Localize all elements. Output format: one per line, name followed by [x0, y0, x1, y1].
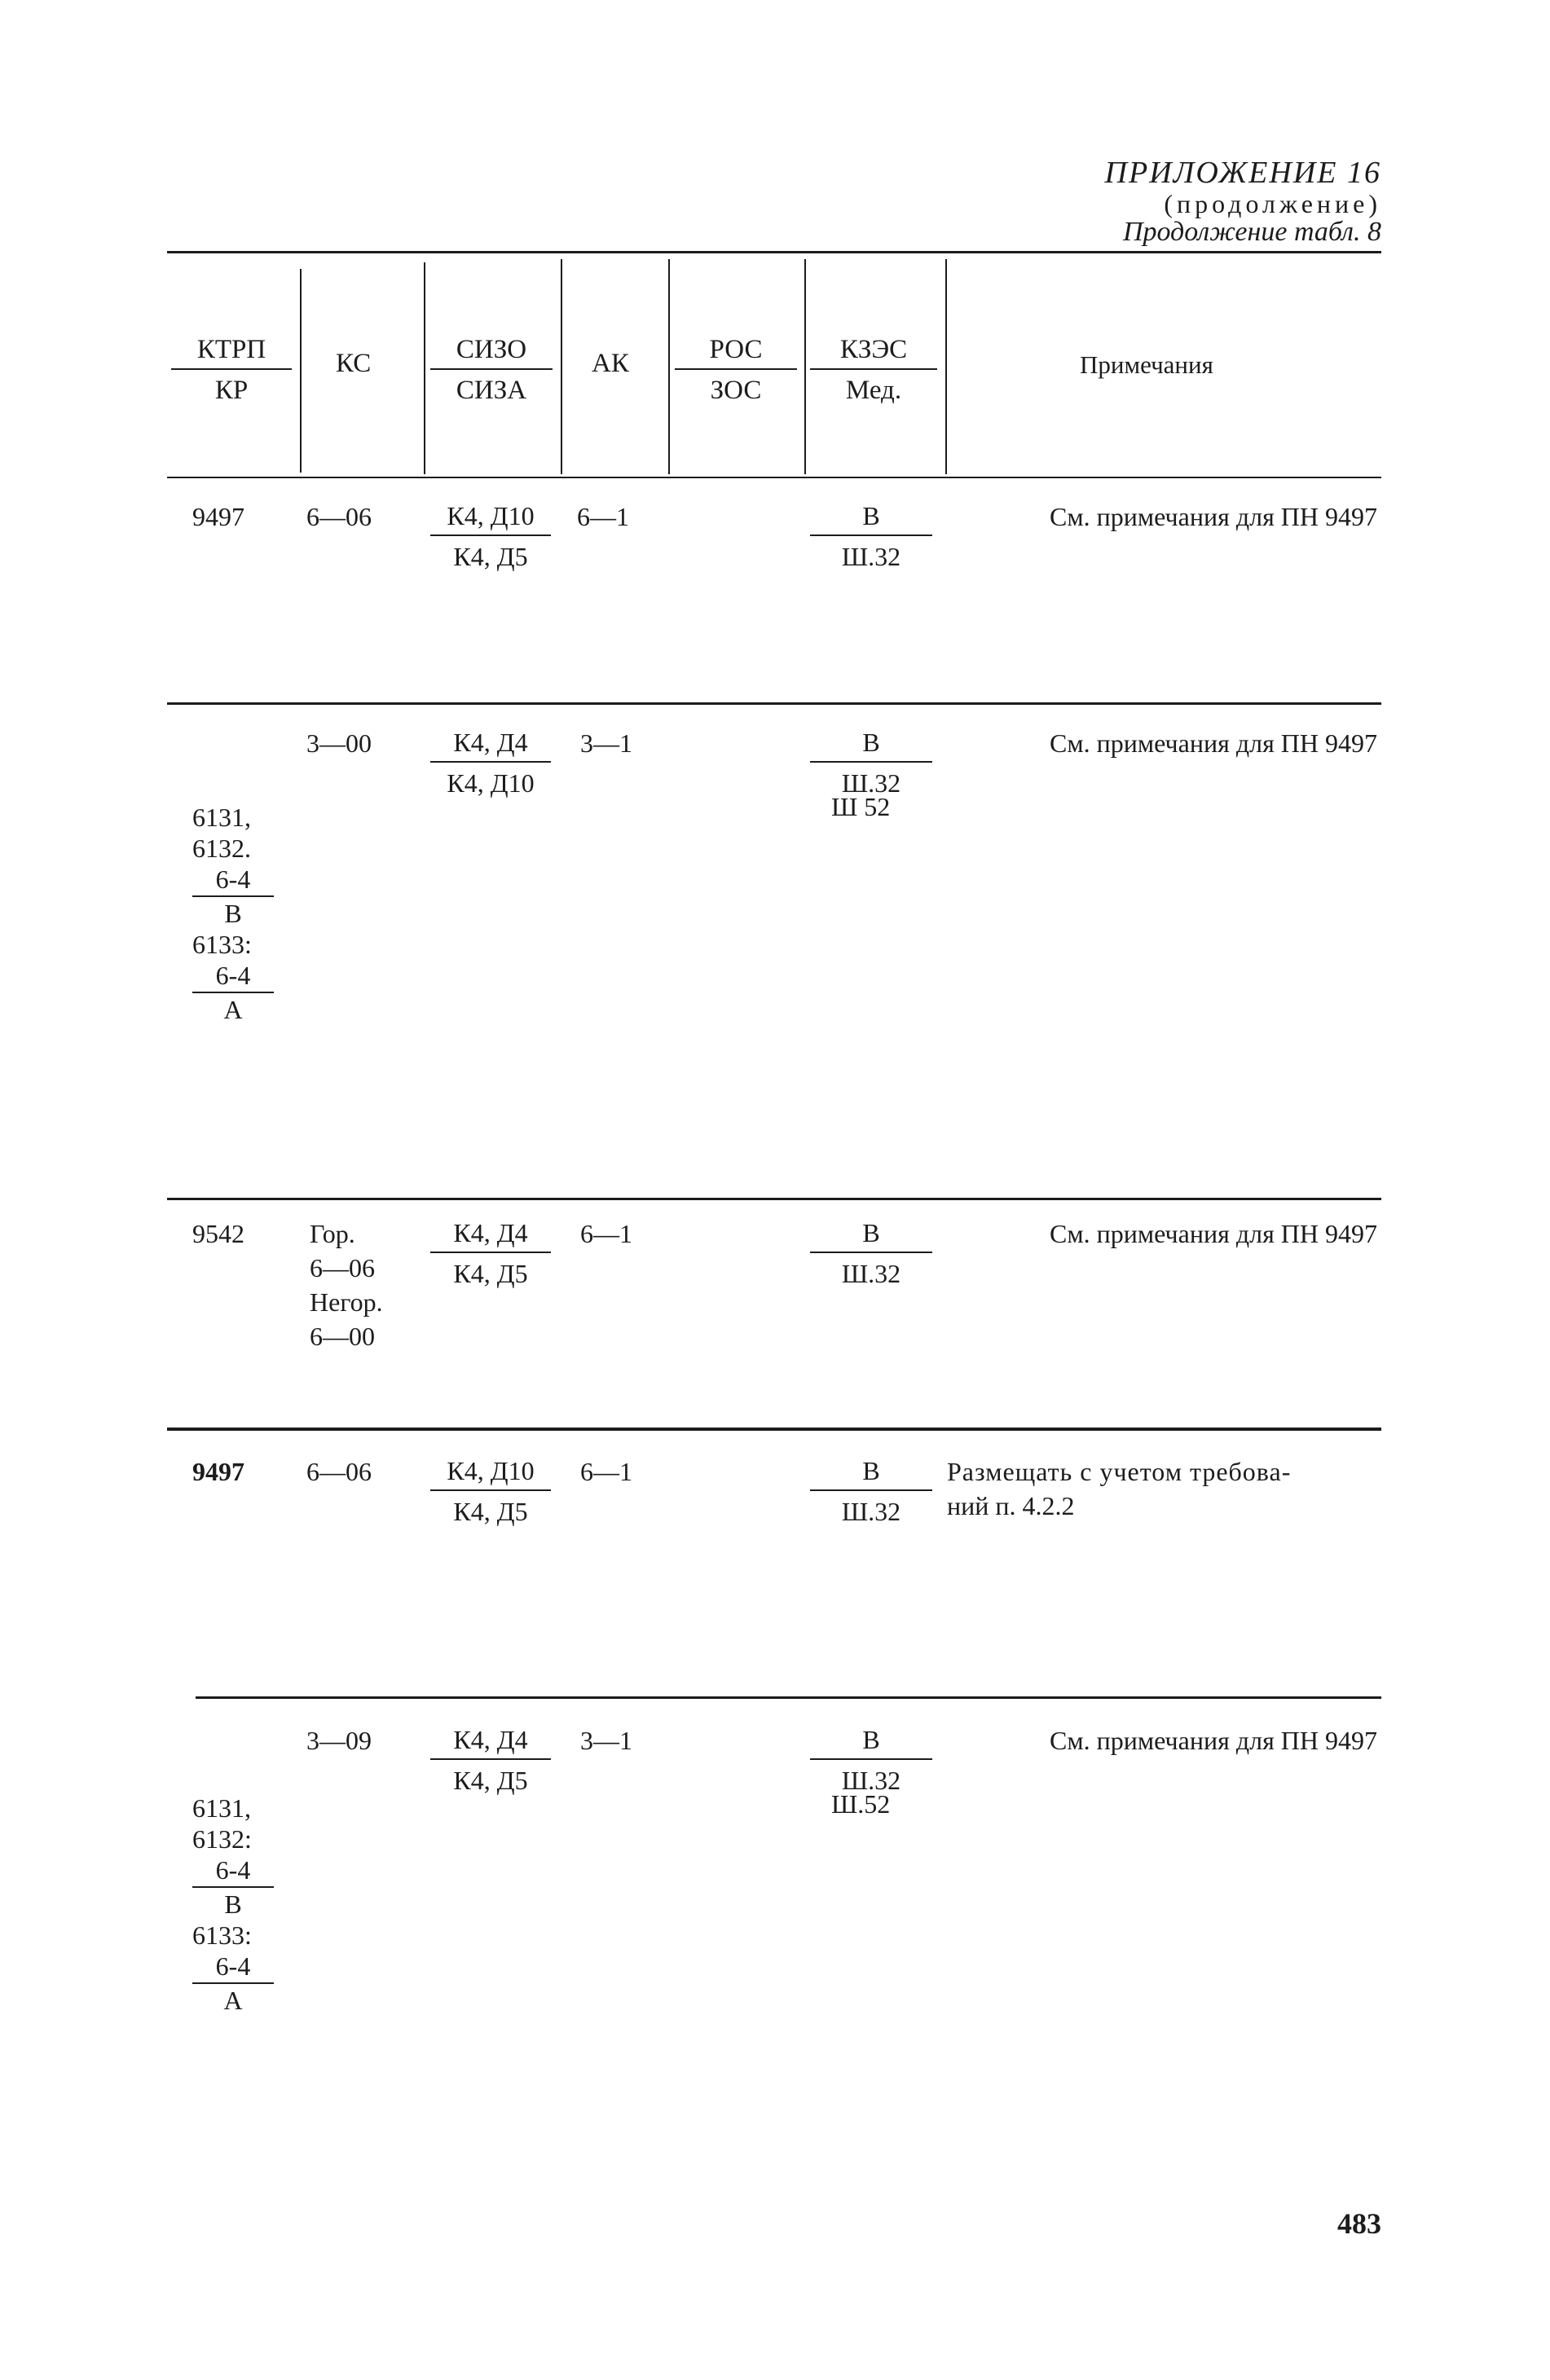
header-divider: [424, 262, 425, 474]
header-kzes: КЗЭС: [839, 335, 908, 364]
row5-sizo: К4, Д4: [453, 1725, 528, 1754]
row-separator: [167, 1198, 1381, 1200]
row4-ks: 6—06: [306, 1457, 372, 1486]
fraction-bar: [430, 761, 551, 763]
row4-note-line1: Размещать с учетом требова-: [947, 1457, 1292, 1486]
row3-ak: 6—1: [580, 1219, 632, 1248]
row5-kr-frac1-den: В: [224, 1889, 242, 1919]
row4-siza: К4, Д5: [453, 1497, 528, 1526]
fraction-bar: [430, 368, 553, 370]
row3-kzes-med: [810, 1216, 932, 1291]
row3-sizo: К4, Д4: [453, 1218, 528, 1247]
row2-sizo-siza: [430, 725, 551, 800]
fraction-bar: [171, 368, 292, 370]
row3-ktrp: 9542: [192, 1219, 244, 1248]
row2-kr-line1: 6131,: [192, 803, 251, 832]
row5-siza: К4, Д5: [453, 1766, 528, 1795]
row3-siza: К4, Д5: [453, 1259, 528, 1288]
row3-kzes: В: [862, 1218, 880, 1247]
fraction-bar: [430, 1252, 551, 1253]
row2-kzes: В: [862, 728, 880, 757]
header-ak: АК: [592, 349, 629, 378]
fraction-bar: [810, 1489, 932, 1491]
header-ktrp: КТРП: [196, 335, 266, 364]
row5-kr-fraction2: [192, 1951, 274, 2016]
fraction-bar: [810, 535, 932, 536]
header-bottom-rule: [167, 477, 1381, 478]
row5-sizo-siza: [430, 1722, 551, 1797]
row5-kr-frac2-den: А: [223, 1986, 243, 2015]
row-separator: [167, 1428, 1381, 1431]
row5-ks: 3—09: [306, 1726, 372, 1755]
continuation-label: (продолжение): [1164, 189, 1381, 218]
row2-ak: 3—1: [580, 728, 632, 758]
row4-sizo: К4, Д10: [447, 1456, 535, 1485]
row5-kr-frac1-num: 6-4: [215, 1855, 251, 1885]
header-kr: КР: [214, 376, 249, 405]
row3-sizo-siza: [430, 1216, 551, 1291]
row3-ks-line2: 6—06: [310, 1253, 375, 1282]
header-kzes-med: [810, 332, 937, 407]
row1-note: См. примечания для ПН 9497: [1050, 502, 1377, 531]
row4-kzes: В: [862, 1456, 880, 1485]
fraction-bar: [192, 1886, 274, 1888]
row2-ks: 3—00: [306, 728, 372, 758]
row5-kr-fraction1: [192, 1854, 274, 1920]
row1-siza: К4, Д5: [453, 542, 528, 571]
row3-med: Ш.32: [841, 1259, 901, 1288]
row2-med-2: Ш 52: [831, 792, 891, 821]
fraction-bar: [675, 368, 797, 370]
fraction-bar: [810, 1252, 932, 1253]
header-divider: [804, 259, 806, 474]
header-ros: РОС: [709, 335, 763, 364]
row5-kr-line3: 6133:: [192, 1920, 252, 1950]
row4-note-line2: ний п. 4.2.2: [947, 1491, 1075, 1520]
row3-ks-line4: 6—00: [310, 1322, 375, 1351]
row2-note: См. примечания для ПН 9497: [1050, 728, 1377, 758]
row1-kzes: В: [862, 501, 880, 530]
row1-ak: 6—1: [577, 502, 629, 531]
header-notes: Примечания: [1080, 350, 1213, 379]
row2-sizo: К4, Д4: [453, 728, 528, 757]
header-sizo: СИЗО: [456, 335, 527, 364]
row3-note: См. примечания для ПН 9497: [1050, 1219, 1377, 1248]
row5-kr-stack: [192, 1793, 274, 2016]
row2-kr-frac2-den: А: [223, 995, 243, 1024]
fraction-bar: [430, 535, 551, 536]
header-divider: [300, 269, 302, 473]
fraction-bar: [192, 992, 274, 993]
row2-kr-line3: 6133:: [192, 930, 252, 959]
header-zos: ЗОС: [710, 376, 762, 405]
header-siza: СИЗА: [456, 376, 527, 405]
header-divider: [668, 259, 670, 474]
row4-med: Ш.32: [841, 1497, 901, 1526]
row2-kr-frac1-den: В: [224, 899, 242, 928]
fraction-bar: [810, 1758, 932, 1760]
row4-kzes-med: [810, 1454, 932, 1529]
row5-med: Ш.32: [841, 1766, 901, 1795]
table-top-rule: [167, 251, 1381, 253]
fraction-bar: [430, 1758, 551, 1760]
row4-ak: 6—1: [580, 1457, 632, 1486]
header-ros-zos: [675, 332, 797, 407]
row1-ks: 6—06: [306, 502, 372, 531]
table-continuation-label: Продолжение табл. 8: [1122, 217, 1381, 247]
header-ktrp-kr: [171, 332, 292, 407]
header-divider: [945, 259, 947, 474]
row1-ktrp: 9497: [192, 502, 244, 531]
row5-kr-line2: 6132:: [192, 1824, 252, 1854]
fraction-bar: [810, 368, 937, 370]
row2-kr-fraction1: [192, 864, 274, 929]
page-number: 483: [1337, 2207, 1381, 2240]
row5-kr-line1: 6131,: [192, 1793, 251, 1823]
row4-ktrp: 9497: [192, 1457, 244, 1486]
fraction-bar: [430, 1489, 551, 1491]
row3-ks-line1: Гор.: [310, 1219, 355, 1248]
fraction-bar: [810, 761, 932, 763]
row5-note: См. примечания для ПН 9497: [1050, 1726, 1377, 1755]
row2-siza: К4, Д10: [447, 768, 535, 798]
row1-kzes-med: [810, 499, 932, 574]
row2-kr-frac2-num: 6-4: [215, 961, 251, 990]
row2-med: Ш.32: [841, 768, 901, 798]
row2-kr-frac1-num: 6-4: [215, 864, 251, 894]
row5-kr-frac2-num: 6-4: [215, 1951, 251, 1981]
header-med: Мед.: [845, 376, 902, 405]
fraction-bar: [192, 895, 274, 897]
row2-kr-stack: [192, 802, 274, 1025]
row5-ak: 3—1: [580, 1726, 632, 1755]
row4-sizo-siza: [430, 1454, 551, 1529]
row5-med-2: Ш.52: [831, 1789, 891, 1819]
row5-kzes: В: [862, 1725, 880, 1754]
header-ks: КС: [336, 349, 372, 378]
row2-kr-line2: 6132.: [192, 834, 251, 863]
header-divider: [561, 259, 562, 474]
row1-sizo-siza: [430, 499, 551, 574]
row2-kr-fraction2: [192, 960, 274, 1025]
header-sizo-siza: [430, 332, 553, 407]
appendix-title: ПРИЛОЖЕНИЕ 16: [1104, 156, 1381, 190]
row3-ks-line3: Негор.: [310, 1287, 383, 1317]
fraction-bar: [192, 1982, 274, 1984]
row-separator: [167, 702, 1381, 705]
row-separator: [196, 1696, 1381, 1699]
row1-med: Ш.32: [841, 542, 901, 571]
row1-sizo: К4, Д10: [447, 501, 535, 530]
